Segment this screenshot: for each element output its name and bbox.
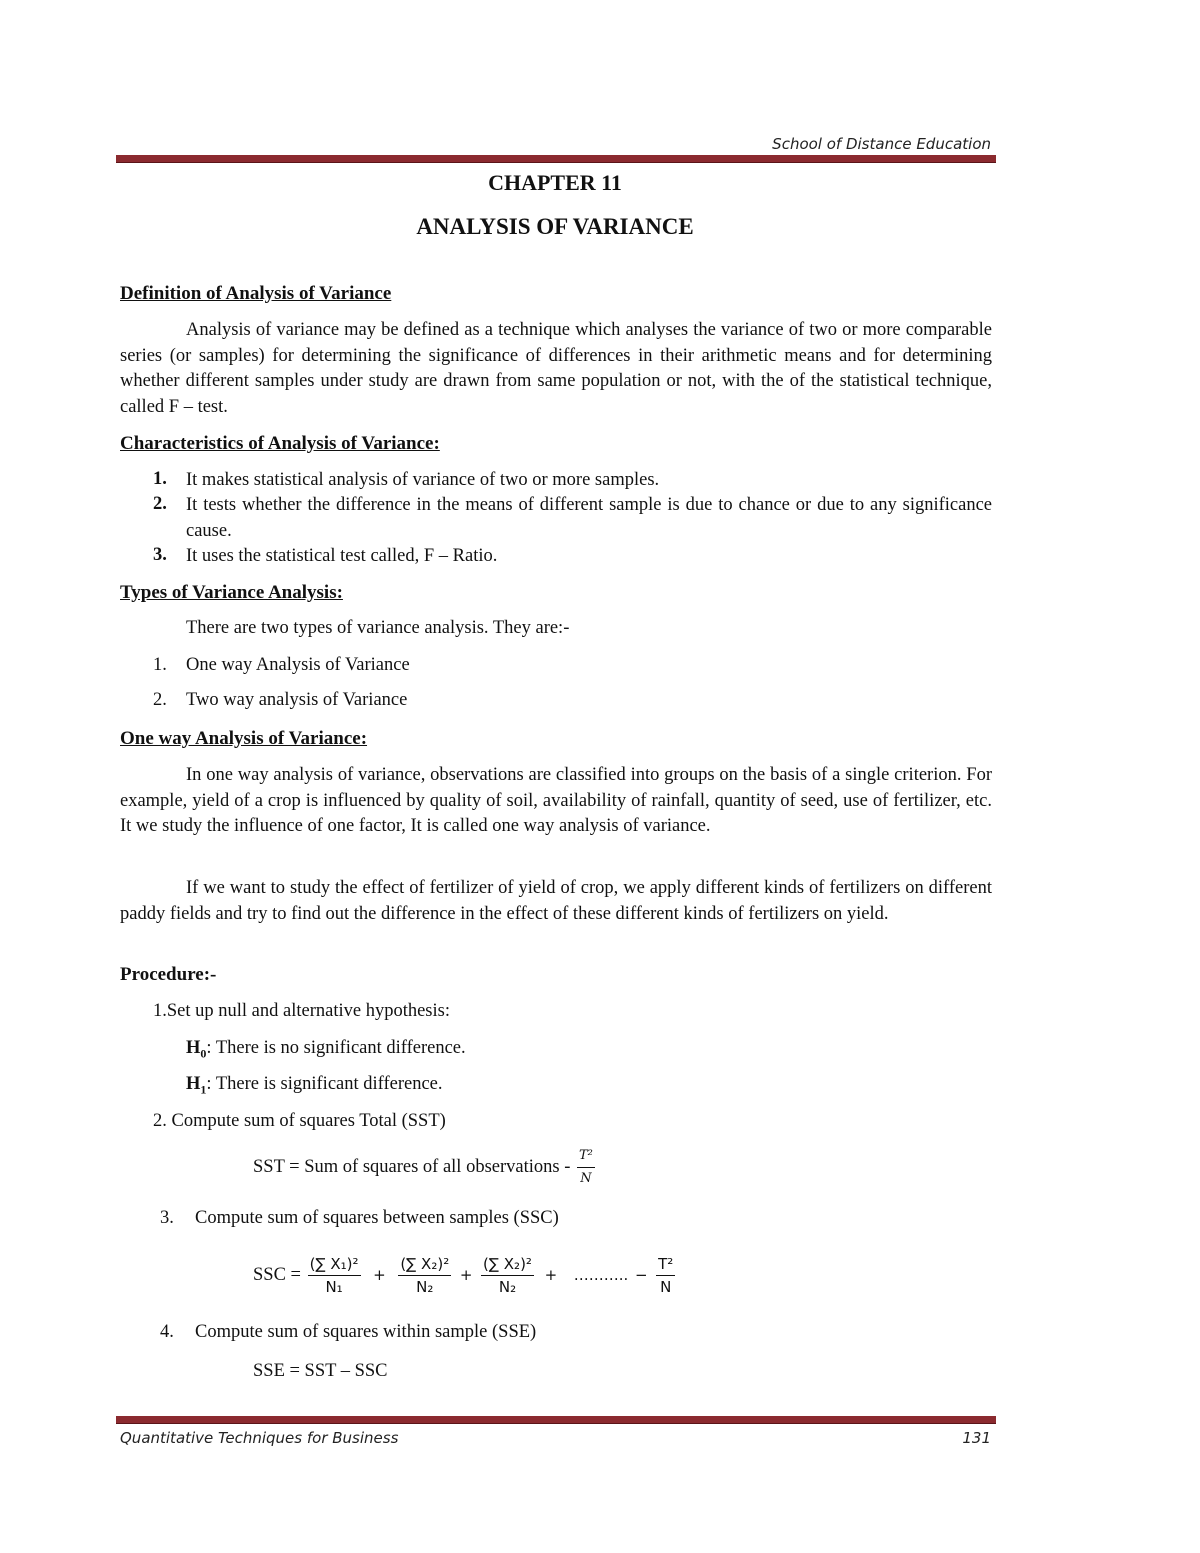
- hypothesis-h0: [186, 1038, 466, 1062]
- chapter-title: ANALYSIS OF VARIANCE: [416, 214, 694, 239]
- definition-body: Analysis of variance may be defined as a technique which analyses the variance of two or more comparable series (or samples) for determining the significance of differences in their arithmetic means and for determining whether different samples under study are drawn from same population or not, with the of the statistical technique, called F – test.: [120, 320, 992, 417]
- ssc-plus: +: [544, 1265, 558, 1284]
- chapter-number: CHAPTER 11: [488, 170, 622, 195]
- footer-rule: [116, 1416, 996, 1424]
- header-school: School of Distance Education: [772, 135, 991, 153]
- procedure-step4: Compute sum of squares within sample (SSE): [195, 1322, 537, 1342]
- char-item-text: It tests whether the difference in the means of different sample is due to chance or due to any significance cause.: [186, 495, 992, 541]
- char-item-text: It uses the statistical test called, F – Ratio.: [186, 546, 498, 566]
- step3-num: 3.: [160, 1208, 174, 1228]
- ssc-term-2: [398, 1254, 451, 1297]
- ssc-term-1: [308, 1254, 361, 1297]
- h1-text: : There is significant difference.: [206, 1074, 443, 1094]
- characteristics-heading: Characteristics of Analysis of Variance:: [120, 433, 440, 454]
- ssc-term-den: N₁: [325, 1278, 343, 1296]
- h0-label: H: [186, 1038, 201, 1058]
- procedure-heading: Procedure:-: [120, 964, 217, 985]
- ssc-plus: +: [373, 1265, 386, 1284]
- oneway-para2: If we want to study the effect of fertilizer of yield of crop, we apply different kinds of fertilizers on different paddy fields and try to find out the difference in the effect of these different kinds of fertilizers on yield.: [120, 878, 992, 924]
- h0-sub: 0: [200, 1046, 207, 1061]
- oneway-para1: In one way analysis of variance, observations are classified into groups on the basis of a single criterion. For example, yield of a crop is influenced by quality of soil, availability of rainfall, quantity of seed, use of fertilizer, etc. It we study the influence of one factor, It is called one way analysis of variance.: [120, 765, 992, 837]
- sst-denominator: N: [580, 1171, 592, 1186]
- ssc-last-den: N: [660, 1278, 672, 1296]
- step4-num: 4.: [160, 1322, 174, 1342]
- types-item-text: One way Analysis of Variance: [186, 655, 410, 675]
- char-item-num: 1.: [153, 469, 167, 489]
- types-intro: There are two types of variance analysis. They are:-: [186, 618, 570, 638]
- sst-numerator: T²: [577, 1146, 595, 1168]
- ssc-plus: +: [459, 1265, 473, 1284]
- char-item-text: It makes statistical analysis of variance of two or more samples.: [186, 470, 660, 490]
- ssc-term-3: [481, 1254, 534, 1297]
- procedure-step2: 2. Compute sum of squares Total (SST): [153, 1111, 446, 1131]
- procedure-step1: 1.Set up null and alternative hypothesis:: [153, 1001, 450, 1021]
- sst-formula: [253, 1146, 597, 1189]
- types-item-num: 1.: [153, 655, 167, 675]
- ssc-formula: [253, 1254, 677, 1297]
- sst-lhs: SST = Sum of squares of all observations -: [253, 1156, 571, 1177]
- h1-sub: 1: [200, 1082, 207, 1097]
- types-heading: Types of Variance Analysis:: [120, 582, 343, 603]
- ssc-minus: −: [634, 1265, 648, 1284]
- oneway-heading: One way Analysis of Variance:: [120, 728, 368, 749]
- ssc-lhs: SSC =: [253, 1264, 301, 1285]
- ssc-last-num: T²: [656, 1254, 675, 1276]
- ssc-dots: ………..: [573, 1265, 629, 1284]
- header-rule: [116, 155, 996, 163]
- hypothesis-h1: [186, 1074, 443, 1098]
- char-item-num: 2.: [153, 494, 167, 514]
- types-item-num: 2.: [153, 690, 167, 710]
- ssc-term-den: N₂: [416, 1278, 434, 1296]
- procedure-step3: Compute sum of squares between samples (SSC): [195, 1208, 559, 1228]
- types-item-text: Two way analysis of Variance: [186, 690, 408, 710]
- h0-text: : There is no significant difference.: [206, 1038, 466, 1058]
- footer-book: Quantitative Techniques for Business: [120, 1429, 399, 1447]
- page-number: 131: [962, 1429, 991, 1447]
- sst-fraction: [577, 1146, 595, 1189]
- ssc-term-num: (∑ X₂)²: [398, 1254, 451, 1276]
- ssc-term-num: (∑ X₁)²: [308, 1254, 361, 1276]
- sse-formula: SSE = SST – SSC: [253, 1361, 388, 1381]
- ssc-last-term: [656, 1254, 675, 1297]
- char-item-num: 3.: [153, 545, 167, 565]
- ssc-term-den: N₂: [498, 1278, 517, 1296]
- definition-heading: Definition of Analysis of Variance: [120, 283, 392, 304]
- h1-label: H: [186, 1074, 201, 1094]
- ssc-term-num: (∑ X₂)²: [481, 1254, 534, 1276]
